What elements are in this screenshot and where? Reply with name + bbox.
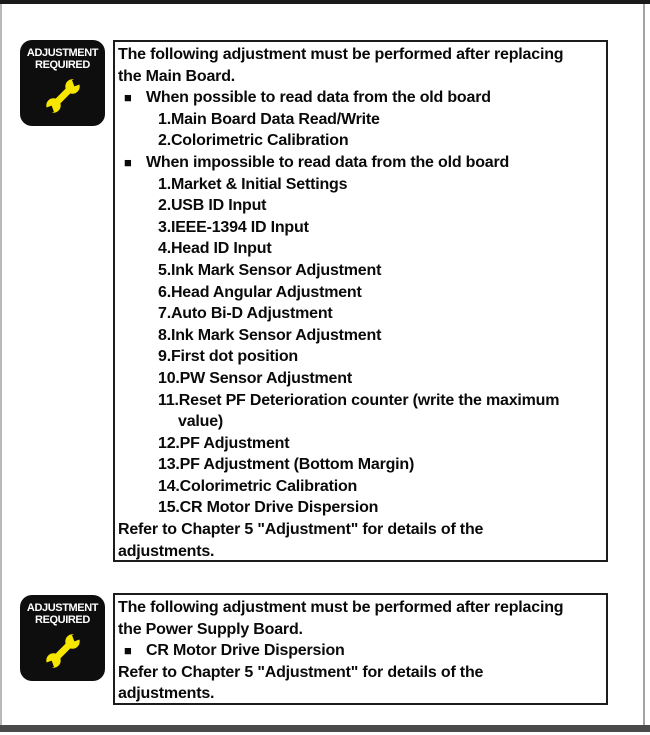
badge-label [27, 602, 98, 626]
list-bullet-line [115, 87, 606, 109]
list-item: 14.Colorimetric Calibration [158, 477, 358, 495]
badge-label [27, 47, 98, 71]
list-item: 8.Ink Mark Sensor Adjustment [158, 326, 382, 344]
text-line: adjustments. [118, 542, 215, 560]
text-line: adjustments. [118, 685, 215, 703]
list-item: 10.PW Sensor Adjustment [158, 369, 352, 387]
list-item-continuation: value) [178, 413, 224, 431]
bullet-text: CR Motor Drive Dispersion [146, 642, 345, 660]
badge-label-line2: REQUIRED [35, 614, 90, 626]
adjustment-required-badge [20, 40, 105, 126]
list-item: 15.CR Motor Drive Dispersion [158, 499, 379, 517]
wrench-icon [38, 627, 88, 675]
text-line: The following adjustment must be performed after replacing [118, 46, 564, 63]
notice-box-power-supply-board [113, 593, 608, 705]
list-item: 5.Ink Mark Sensor Adjustment [158, 261, 382, 279]
text-line: Refer to Chapter 5 "Adjustment" for details of the [118, 663, 484, 681]
badge-label-line2: REQUIRED [35, 59, 90, 71]
list-item: 2.USB ID Input [158, 197, 267, 215]
page-border-bottom [0, 725, 650, 732]
page-border-top [0, 0, 650, 4]
list-item: 3.IEEE-1394 ID Input [158, 218, 309, 236]
list-item: 7.Auto Bi-D Adjustment [158, 305, 333, 323]
wrench-icon [38, 72, 88, 120]
list-item: 1.Market & Initial Settings [158, 175, 348, 193]
list-item: 11.Reset PF Deterioration counter (write the maximum [158, 391, 560, 409]
page-border-left [0, 4, 2, 725]
list-item: 9.First dot position [158, 348, 298, 366]
badge-label-line1: ADJUSTMENT [26, 47, 99, 59]
list-item: 4.Head ID Input [158, 240, 272, 258]
bullet-text: When impossible to read data from the old board [146, 153, 510, 171]
badge-label-line1: ADJUSTMENT [26, 602, 99, 614]
bullet-square-icon: ■ [124, 643, 132, 659]
list-item: 12.PF Adjustment [158, 434, 290, 452]
text-line: the Main Board. [118, 67, 236, 85]
notice-box-main-board [113, 40, 608, 562]
list-item: 2.Colorimetric Calibration [158, 132, 349, 150]
list-item: 6.Head Angular Adjustment [158, 283, 362, 301]
adjustment-required-badge [20, 595, 105, 681]
list-bullet-line [115, 152, 606, 174]
text-line: the Power Supply Board. [118, 620, 303, 638]
text-line: Refer to Chapter 5 "Adjustment" for details of the [118, 521, 484, 539]
list-bullet-line [115, 640, 606, 662]
bullet-square-icon: ■ [124, 90, 132, 106]
text-line: The following adjustment must be performed after replacing [118, 599, 564, 616]
list-item: 13.PF Adjustment (Bottom Margin) [158, 456, 415, 474]
page-border-right [643, 4, 645, 725]
bullet-text: When possible to read data from the old board [146, 89, 491, 107]
list-item: 1.Main Board Data Read/Write [158, 110, 380, 128]
bullet-square-icon: ■ [124, 154, 132, 170]
